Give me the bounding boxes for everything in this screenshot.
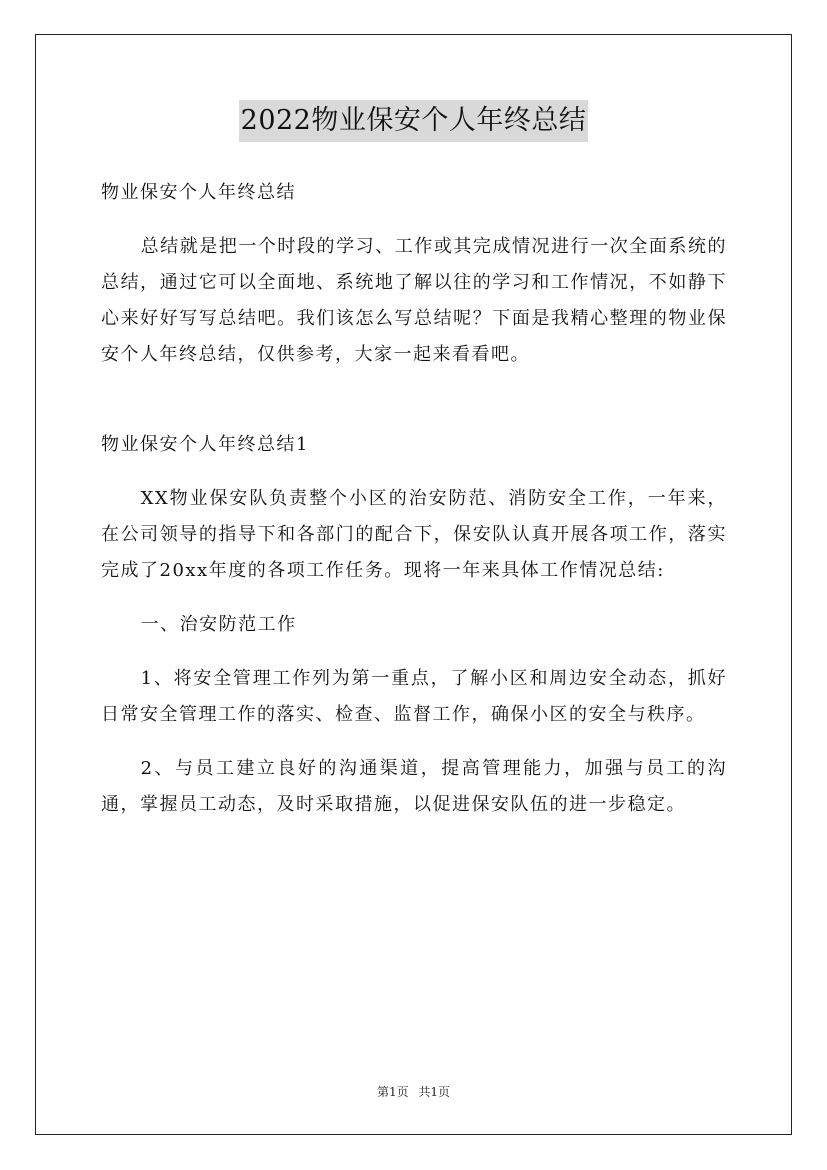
document-title: 2022物业保安个人年终总结 <box>239 100 589 142</box>
subheading: 一、治安防范工作 <box>140 614 297 635</box>
page-footer <box>0 1084 827 1100</box>
section-heading: 物业保安个人年终总结 <box>101 182 296 203</box>
section-heading-1: 物业保安个人年终总结1 <box>101 434 309 455</box>
body-paragraph: 1、将安全管理工作列为第一重点，了解小区和周边安全动态，抓好日常安全管理工作的落实、检查、监督工作，确保小区的安全与秩序。 <box>101 668 727 725</box>
document-title-wrap <box>0 100 827 142</box>
page-number: 第1页 <box>376 1085 409 1099</box>
intro-paragraph: 总结就是把一个时段的学习、工作或其完成情况进行一次全面系统的总结，通过它可以全面地、系统地了解以往的学习和工作情况，不如静下心来好好写写总结吧。我们该怎么写总结呢？下面是我精心整理的物业保安个人年终总结，仅供参考，大家一起来看看吧。 <box>101 236 727 365</box>
page-total: 共1页 <box>418 1085 451 1099</box>
body-paragraph: 2、与员工建立良好的沟通渠道，提高管理能力，加强与员工的沟通，掌握员工动态，及时采取措施，以促进保安队伍的进一步稳定。 <box>101 758 727 815</box>
document-body <box>101 175 727 841</box>
body-paragraph: XX物业保安队负责整个小区的治安防范、消防安全工作，一年来，在公司领导的指导下和各部门的配合下，保安队认真开展各项工作，落实完成了20xx年度的各项工作任务。现将一年来具体工作情况总结: <box>101 488 727 581</box>
